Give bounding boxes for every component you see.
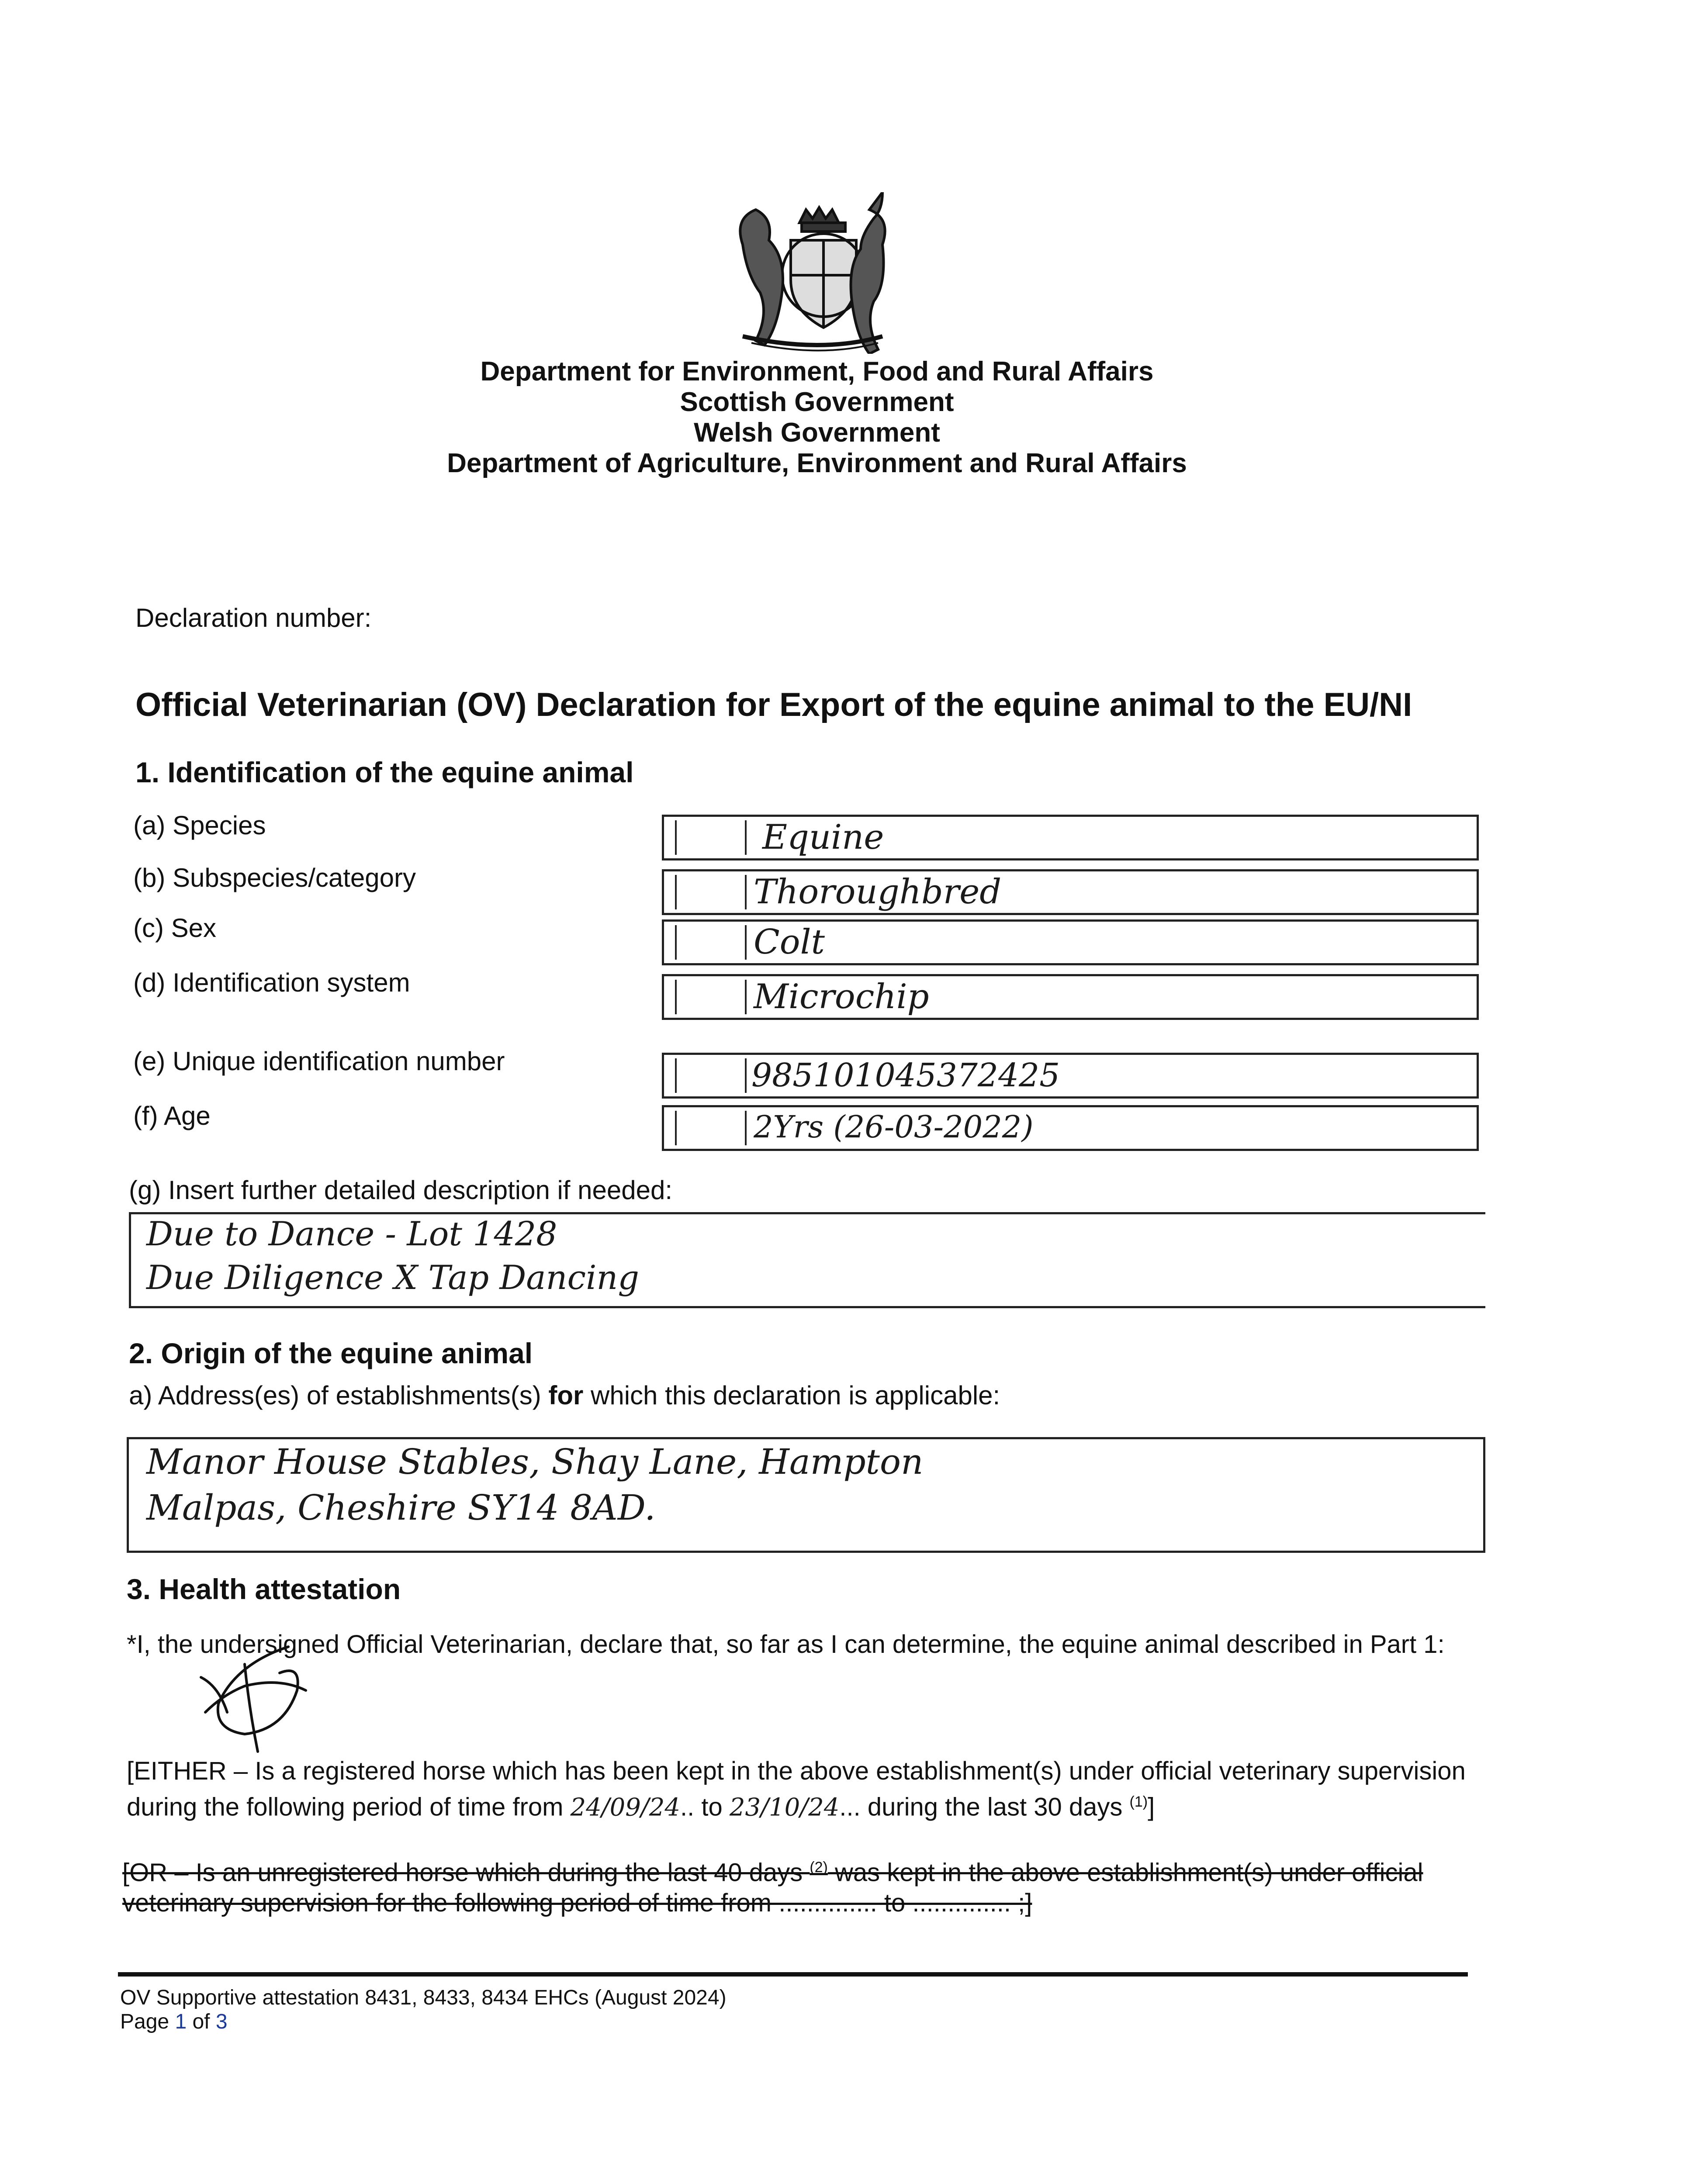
sex-label: (c) Sex — [133, 913, 217, 943]
period-from-date: 24/09/24 — [570, 1793, 681, 1822]
period-to-date: 23/10/24 — [729, 1793, 840, 1822]
unique-id-field — [662, 1053, 1479, 1099]
species-label: (a) Species — [133, 811, 266, 840]
declaration-number-label: Declaration number: — [135, 603, 372, 632]
department-scottish-government: Scottish Government — [680, 387, 954, 417]
unique-id-label: (e) Unique identification number — [133, 1047, 505, 1076]
unique-id-value: 985101045372425 — [751, 1057, 1060, 1094]
attestation-intro: *I, the undersigned Official Veterinarian, declare that, so far as I can determine, the equine animal described in Part 1: — [127, 1630, 1445, 1659]
document-title: Official Veterinarian (OV) Declaration for Export of the equine animal to the EU/NI — [135, 686, 1412, 723]
department-daera: Department of Agriculture, Environment and Rural Affairs — [447, 448, 1187, 478]
identification-system-value: Microchip — [754, 977, 929, 1016]
description-box — [129, 1212, 1485, 1308]
department-welsh-government: Welsh Government — [694, 418, 940, 448]
address-line-2: Malpas, Cheshire SY14 8AD. — [146, 1487, 656, 1528]
description-label: (g) Insert further detailed description if needed: — [129, 1175, 673, 1205]
address-box — [127, 1437, 1485, 1553]
royal-coat-of-arms-crest — [716, 192, 909, 354]
section2-heading: 2. Origin of the equine animal — [129, 1337, 533, 1369]
description-line-2: Due Diligence X Tap Dancing — [146, 1258, 639, 1297]
section1-heading: 1. Identification of the equine animal — [135, 756, 634, 788]
identification-system-field — [662, 974, 1479, 1020]
identification-system-label: (d) Identification system — [133, 968, 410, 997]
description-line-1: Due to Dance - Lot 1428 — [146, 1214, 557, 1253]
age-value: 2Yrs (26-03-2022) — [754, 1109, 1034, 1145]
subspecies-label: (b) Subspecies/category — [133, 863, 416, 892]
section3-heading: 3. Health attestation — [127, 1573, 401, 1605]
either-clause: [EITHER – Is a registered horse which has been kept in the above establishment(s) under official veterinary supervision during the following period of time from 24/09/24.. to 23/10/24... during the last 30 days $^{(1)}$] — [127, 1757, 1466, 1822]
species-value: Equine — [762, 818, 884, 857]
subspecies-field — [662, 869, 1479, 915]
address-label: a) Address(es) of establishments(s) for which this declaration is applicable: — [129, 1381, 1000, 1410]
department-defra: Department for Environment, Food and Rural Affairs — [480, 356, 1154, 387]
subspecies-value: Thoroughbred — [754, 872, 1002, 912]
sex-value: Colt — [754, 923, 825, 962]
veterinarian-signature — [192, 1638, 323, 1760]
species-field — [662, 815, 1479, 860]
sex-field — [662, 919, 1479, 965]
age-label: (f) Age — [133, 1101, 211, 1130]
page-number: Page 1 of 3 — [120, 2010, 228, 2033]
age-field — [662, 1105, 1479, 1151]
footer-reference: OV Supportive attestation 8431, 8433, 8434 EHCs (August 2024) — [120, 1986, 727, 2009]
address-line-1: Manor House Stables, Shay Lane, Hampton — [146, 1441, 924, 1482]
or-clause-struck: [OR – Is an unregistered horse which during the last 40 days $^{(2)}$ was kept in the above establishment(s) under official veterinary supervision for the following period of time from .............. to .............. ;] — [122, 1858, 1423, 1918]
footer-rule — [118, 1972, 1468, 1977]
